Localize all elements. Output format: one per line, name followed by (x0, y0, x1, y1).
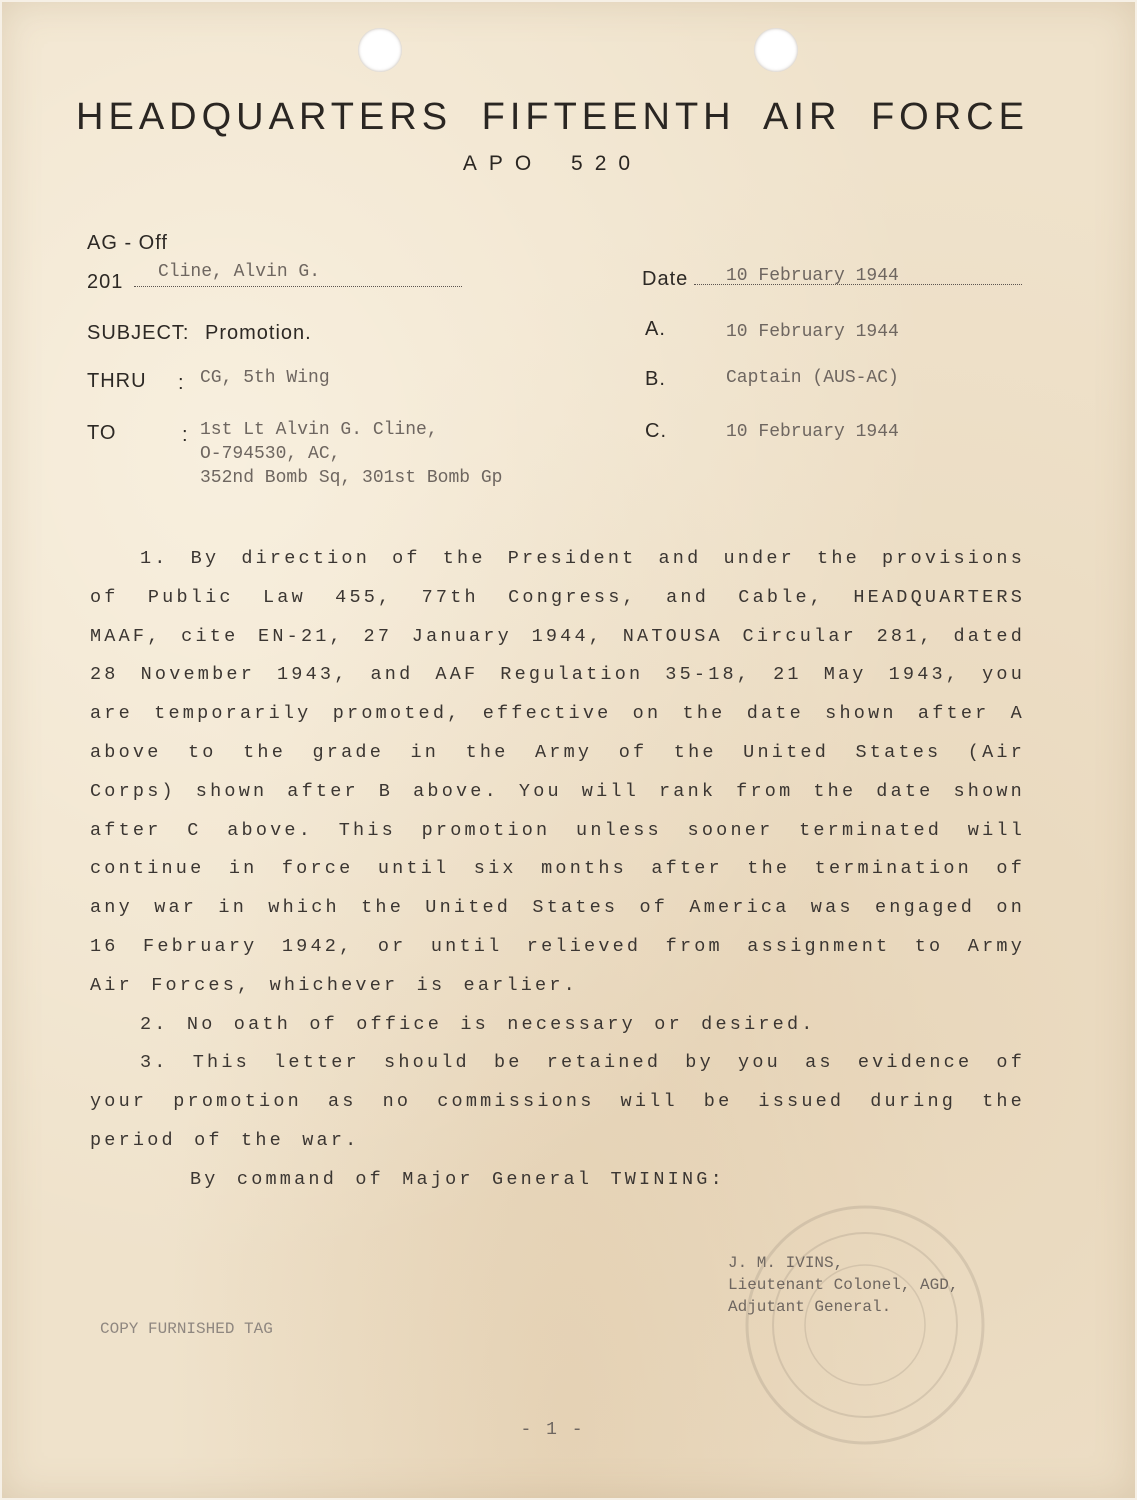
to-line-2: O-794530, AC, (200, 444, 341, 464)
to-line-1: 1st Lt Alvin G. Cline, (200, 420, 438, 440)
subject-value: Promotion. (205, 322, 312, 344)
signer-name: J. M. IVINS, (728, 1254, 844, 1272)
to-label: TO (87, 422, 117, 444)
date-label: Date (642, 268, 689, 290)
letterhead-apo: APO 520 (462, 152, 643, 175)
page-number: - 1 - (520, 1420, 585, 1440)
signer-title: Adjutant General. (728, 1298, 892, 1316)
thru-value: CG, 5th Wing (200, 368, 330, 388)
letter-body (90, 540, 1025, 1200)
embossed-seal (740, 1200, 990, 1450)
command-line: By command of Major General TWINING: (190, 1168, 725, 1190)
item-a-value: 10 February 1944 (726, 322, 899, 342)
date-value: 10 February 1944 (726, 266, 899, 286)
punch-hole-left (358, 28, 402, 72)
item-a-label: A. (645, 318, 666, 340)
item-b-value: Captain (AUS-AC) (726, 368, 899, 388)
item-b-label: B. (645, 368, 666, 390)
signer-rank: Lieutenant Colonel, AGD, (728, 1276, 959, 1294)
item-c-value: 10 February 1944 (726, 422, 899, 442)
copy-furnished-note: COPY FURNISHED TAG (100, 1320, 273, 1338)
paragraph-3: 3. This letter should be retained by you as evidence of your promotion as no commissions will be issued during the period of the war. (90, 1052, 1025, 1151)
item-c-label: C. (645, 420, 667, 442)
to-colon: : (182, 424, 189, 446)
signature-block (728, 1252, 958, 1318)
punch-hole-right (754, 28, 798, 72)
file-number-label: 201 (87, 271, 124, 293)
file-name-rule (134, 286, 462, 287)
letterhead-title: HEADQUARTERS FIFTEENTH AIR FORCE (76, 96, 1029, 138)
ag-reference: AG - Off (87, 232, 168, 254)
thru-label: THRU (87, 370, 147, 392)
thru-colon: : (178, 372, 185, 394)
paragraph-2: 2. No oath of office is necessary or desired. (140, 1013, 816, 1035)
subject-label: SUBJECT: (87, 322, 190, 344)
to-line-3: 352nd Bomb Sq, 301st Bomb Gp (200, 468, 503, 488)
paragraph-1: 1. By direction of the President and under the provisions of Public Law 455, 77th Congress, and Cable, HEADQUARTERS MAAF, cite EN-21, 27 January 1944, NATOUSA Circular 281, dated 28 November 1943, and AAF Regulation 35-18, 21 May 1943, you are temporarily promoted, effective on the date shown after A above to the grade in the Army of the United States (Air Corps) shown after B above. You will rank from the date shown after C above. This promotion unless sooner terminated will continue in force until six months after the termination of any war in which the United States of America was engaged on 16 February 1942, or until relieved from assignment to Army Air Forces, whichever is earlier. (90, 548, 1025, 996)
file-name: Cline, Alvin G. (158, 262, 321, 282)
date-rule (694, 284, 1022, 285)
